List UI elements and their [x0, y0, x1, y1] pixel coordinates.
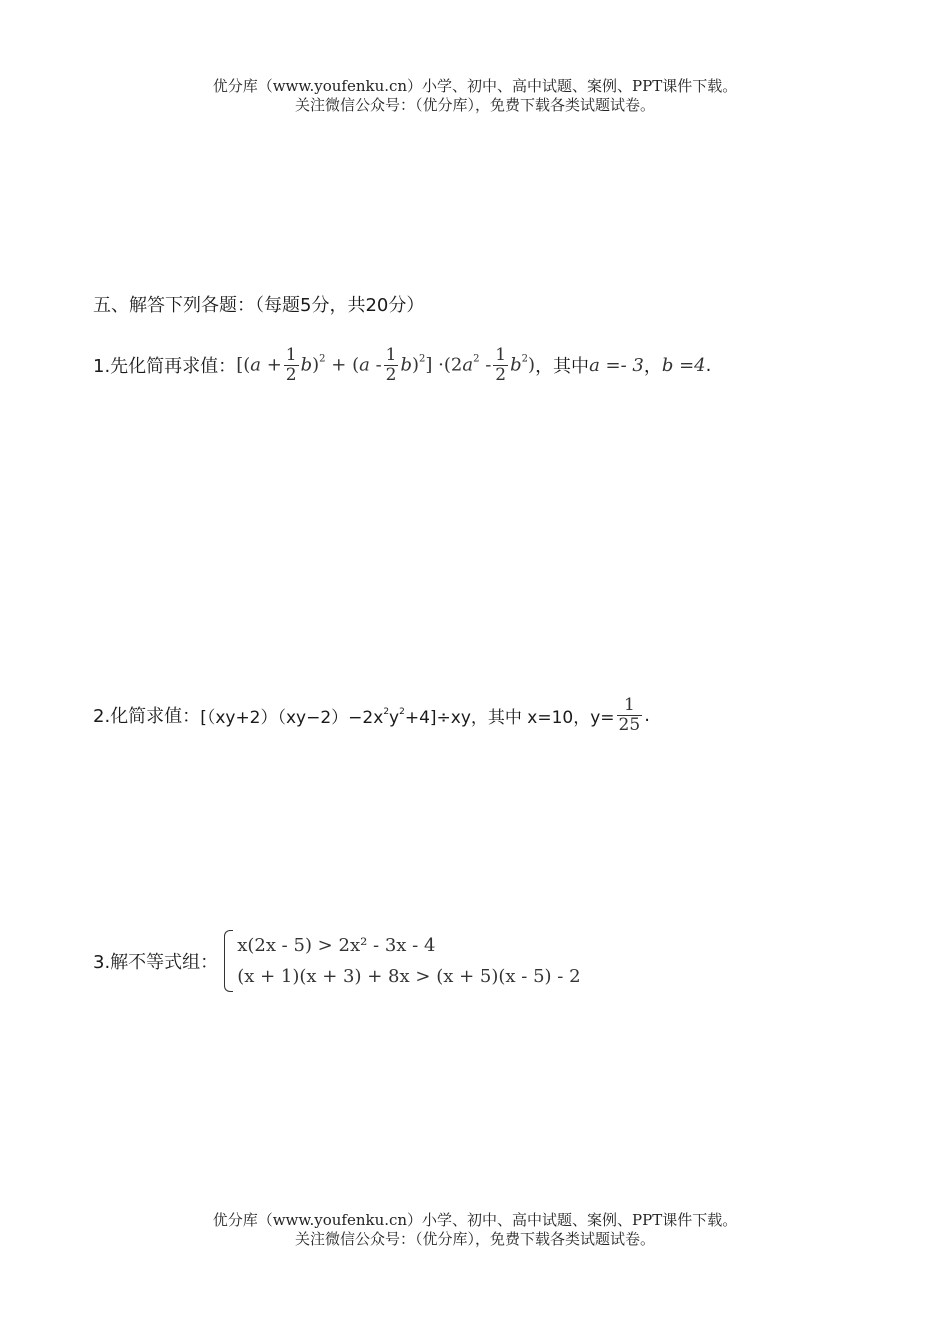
problem-2-label: 2.化简求值：	[93, 706, 201, 727]
problem-1-separator: ，	[643, 356, 662, 377]
expr-part-b: y	[389, 707, 400, 728]
problem-3	[93, 930, 581, 992]
left-brace	[224, 930, 233, 992]
expr-part-a: [（xy+2）（xy−2）−2x	[200, 707, 384, 728]
footer-line-1: 优分库（www.youfenku.cn）小学、初中、高中试题、案例、PPT课件下载。	[212, 1211, 738, 1229]
problem-1-end: .	[705, 354, 712, 376]
inequality-system	[224, 930, 580, 992]
problem-2-end: .	[644, 704, 650, 726]
fraction-denominator: 25	[618, 714, 641, 735]
fraction-half: $\frac{1}{2}$	[495, 344, 507, 385]
problem-1	[93, 340, 711, 390]
footer-line-2: 关注微信公众号：（优分库），免费下载各类试题试卷。	[294, 1230, 655, 1248]
fraction-numerator: 1	[623, 694, 635, 715]
exponent: 2	[383, 706, 390, 717]
section-title: 五、解答下列各题：（每题5分，共20分）	[93, 295, 425, 316]
header-banner	[0, 77, 950, 115]
problem-2-expression	[200, 703, 614, 728]
problem-3-label: 3.解不等式组：	[93, 952, 219, 973]
fraction-y-value	[617, 696, 643, 735]
exponent: 2	[399, 706, 405, 717]
header-line-2: 关注微信公众号：（优分库），免费下载各类试题试卷。	[294, 96, 655, 114]
problem-1-b-value: b =4	[661, 354, 706, 376]
problem-1-a-value: a =- 3	[589, 354, 644, 376]
problem-1-expression: [(a + $\frac{1}{2}$ b)$^2$ + (a - $\frac{1}{2}$ $b)^2] \cdot(2a^2$ - $\frac{1}{2}$ $b^2$)	[236, 344, 536, 385]
problem-2	[93, 688, 650, 742]
header-line-1: 优分库（www.youfenku.cn）小学、初中、高中试题、案例、PPT课件下载。	[212, 77, 738, 95]
footer-banner	[0, 1211, 950, 1249]
fraction-half: $\frac{1}{2}$	[285, 344, 297, 385]
inequality-1: x(2x - 5) > 2x² - 3x - 4	[237, 935, 436, 956]
inequality-2: (x + 1)(x + 3) + 8x > (x + 5)(x - 5) - 2	[237, 966, 581, 987]
expr-part-c: +4]÷xy，其中 x=10，y=	[404, 707, 615, 728]
problem-1-condition-prefix: ，其中	[535, 356, 590, 377]
fraction-half: $\frac{1}{2}$	[385, 344, 397, 385]
problem-1-label: 1.先化简再求值：	[93, 356, 237, 377]
